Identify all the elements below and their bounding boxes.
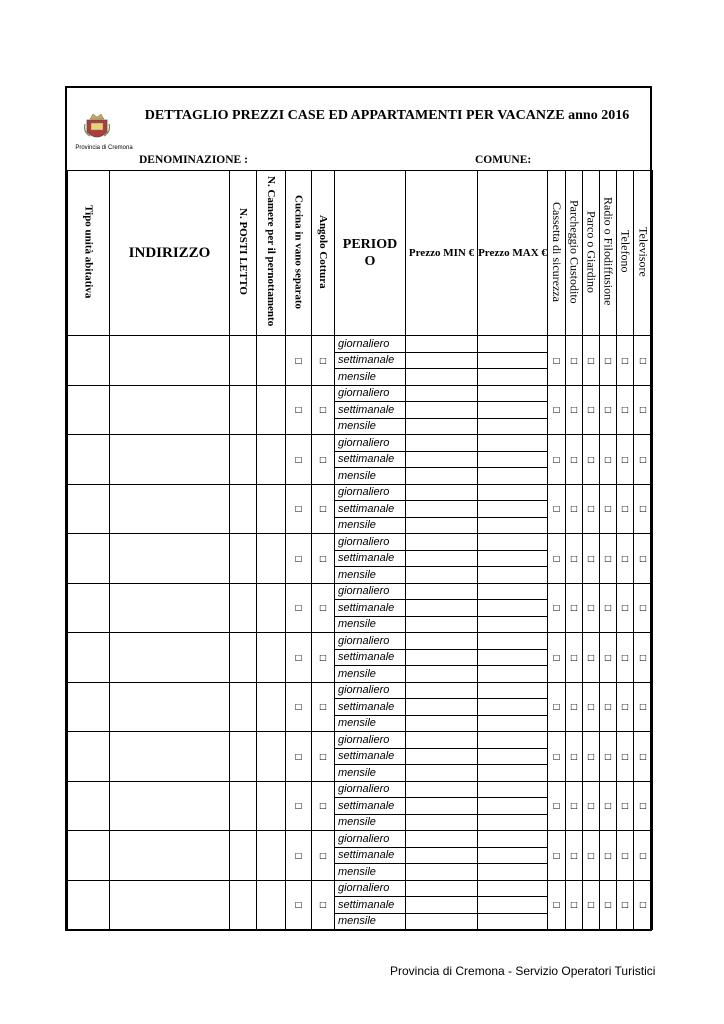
prezzo-min-cell[interactable] [406, 814, 478, 831]
prezzo-min-cell[interactable] [406, 468, 478, 485]
parco-checkbox[interactable]: □ [583, 682, 600, 732]
prezzo-min-cell[interactable] [406, 501, 478, 518]
periodo-cell: mensile [335, 864, 406, 881]
prezzo-max-cell[interactable] [478, 633, 548, 650]
logo-caption: Provincia di Cremona [75, 145, 133, 151]
cucina-checkbox[interactable]: □ [286, 385, 312, 435]
periodo-cell: settimanale [335, 402, 406, 419]
radio-checkbox[interactable]: □ [600, 336, 617, 386]
prezzo-min-cell[interactable] [406, 336, 478, 353]
prezzo-max-cell[interactable] [478, 765, 548, 782]
tipo-unita-cell[interactable] [68, 781, 110, 831]
prezzo-min-cell[interactable] [406, 831, 478, 848]
cucina-checkbox[interactable]: □ [286, 484, 312, 534]
periodo-cell: mensile [335, 418, 406, 435]
parco-checkbox[interactable]: □ [583, 831, 600, 881]
prezzo-min-cell[interactable] [406, 633, 478, 650]
periodo-cell: settimanale [335, 451, 406, 468]
periodo-cell: giornaliero [335, 435, 406, 452]
cucina-checkbox[interactable]: □ [286, 732, 312, 782]
radio-checkbox[interactable]: □ [600, 732, 617, 782]
indirizzo-cell[interactable] [110, 336, 230, 386]
indirizzo-cell[interactable] [110, 435, 230, 485]
cassetta-checkbox[interactable]: □ [548, 682, 566, 732]
comune-label: COMUNE: [475, 154, 532, 166]
col-tipo-unita: Tipo unità abitativa [68, 171, 110, 336]
col-prezzo-min: Prezzo MIN € [406, 171, 478, 336]
prezzo-min-cell[interactable] [406, 583, 478, 600]
table-row [68, 583, 653, 600]
posti-letto-cell[interactable] [230, 336, 257, 386]
angolo-cottura-checkbox[interactable]: □ [312, 435, 335, 485]
cucina-checkbox[interactable]: □ [286, 336, 312, 386]
angolo-cottura-checkbox[interactable]: □ [312, 880, 335, 930]
col-telefono: Telefono [617, 171, 634, 336]
tipo-unita-cell[interactable] [68, 831, 110, 881]
camere-cell[interactable] [257, 831, 286, 881]
camere-cell[interactable] [257, 781, 286, 831]
prezzo-max-cell[interactable] [478, 583, 548, 600]
prezzo-min-cell[interactable] [406, 897, 478, 914]
tipo-unita-cell[interactable] [68, 633, 110, 683]
prezzo-max-cell[interactable] [478, 814, 548, 831]
prezzo-min-cell[interactable] [406, 484, 478, 501]
prezzo-min-cell[interactable] [406, 418, 478, 435]
periodo-cell: giornaliero [335, 385, 406, 402]
posti-letto-cell[interactable] [230, 435, 257, 485]
prezzo-max-cell[interactable] [478, 897, 548, 914]
radio-checkbox[interactable]: □ [600, 880, 617, 930]
radio-checkbox[interactable]: □ [600, 633, 617, 683]
prezzo-min-cell[interactable] [406, 649, 478, 666]
parcheggio-checkbox[interactable]: □ [566, 385, 583, 435]
periodo-cell: settimanale [335, 798, 406, 815]
radio-checkbox[interactable]: □ [600, 583, 617, 633]
prezzo-max-cell[interactable] [478, 336, 548, 353]
radio-checkbox[interactable]: □ [600, 534, 617, 584]
cucina-checkbox[interactable]: □ [286, 781, 312, 831]
prezzo-max-cell[interactable] [478, 732, 548, 749]
periodo-cell: mensile [335, 567, 406, 584]
parco-checkbox[interactable]: □ [583, 732, 600, 782]
indirizzo-cell[interactable] [110, 484, 230, 534]
radio-checkbox[interactable]: □ [600, 831, 617, 881]
prezzo-max-cell[interactable] [478, 864, 548, 881]
televisore-checkbox[interactable]: □ [634, 633, 653, 683]
periodo-cell: settimanale [335, 847, 406, 864]
cassetta-checkbox[interactable]: □ [548, 435, 566, 485]
prezzo-max-cell[interactable] [478, 682, 548, 699]
periodo-cell: mensile [335, 715, 406, 732]
prezzo-min-cell[interactable] [406, 699, 478, 716]
periodo-cell: mensile [335, 765, 406, 782]
tipo-unita-cell[interactable] [68, 435, 110, 485]
cucina-checkbox[interactable]: □ [286, 880, 312, 930]
telefono-checkbox[interactable]: □ [617, 484, 634, 534]
table-row [68, 336, 653, 353]
col-televisore: Televisore [634, 171, 653, 336]
parco-checkbox[interactable]: □ [583, 583, 600, 633]
prezzo-min-cell[interactable] [406, 369, 478, 386]
indirizzo-cell[interactable] [110, 633, 230, 683]
camere-cell[interactable] [257, 880, 286, 930]
prezzo-min-cell[interactable] [406, 715, 478, 732]
angolo-cottura-checkbox[interactable]: □ [312, 781, 335, 831]
parcheggio-checkbox[interactable]: □ [566, 831, 583, 881]
periodo-cell: giornaliero [335, 336, 406, 353]
col-parcheggio: Parcheggio Custodito [566, 171, 583, 336]
posti-letto-cell[interactable] [230, 682, 257, 732]
prezzo-min-cell[interactable] [406, 864, 478, 881]
telefono-checkbox[interactable]: □ [617, 831, 634, 881]
parcheggio-checkbox[interactable]: □ [566, 435, 583, 485]
prezzo-max-cell[interactable] [478, 402, 548, 419]
posti-letto-cell[interactable] [230, 534, 257, 584]
cucina-checkbox[interactable]: □ [286, 682, 312, 732]
form-frame [65, 86, 652, 931]
telefono-checkbox[interactable]: □ [617, 385, 634, 435]
col-periodo: PERIOD O [335, 171, 406, 336]
prezzo-max-cell[interactable] [478, 567, 548, 584]
angolo-cottura-checkbox[interactable]: □ [312, 385, 335, 435]
periodo-cell: settimanale [335, 649, 406, 666]
parco-checkbox[interactable]: □ [583, 385, 600, 435]
prezzo-min-cell[interactable] [406, 748, 478, 765]
periodo-cell: mensile [335, 913, 406, 930]
prezzo-min-cell[interactable] [406, 534, 478, 551]
col-cassetta: Cassetta di sicurezza [548, 171, 566, 336]
camere-cell[interactable] [257, 583, 286, 633]
prezzo-max-cell[interactable] [478, 517, 548, 534]
cassetta-checkbox[interactable]: □ [548, 534, 566, 584]
periodo-cell: giornaliero [335, 534, 406, 551]
prezzo-min-cell[interactable] [406, 732, 478, 749]
prezzo-max-cell[interactable] [478, 369, 548, 386]
parco-checkbox[interactable]: □ [583, 633, 600, 683]
prezzo-max-cell[interactable] [478, 666, 548, 683]
tipo-unita-cell[interactable] [68, 385, 110, 435]
televisore-checkbox[interactable]: □ [634, 682, 653, 732]
camere-cell[interactable] [257, 484, 286, 534]
televisore-checkbox[interactable]: □ [634, 831, 653, 881]
periodo-cell: giornaliero [335, 633, 406, 650]
parcheggio-checkbox[interactable]: □ [566, 732, 583, 782]
col-posti-letto: N. POSTI LETTO [230, 171, 257, 336]
prezzo-max-cell[interactable] [478, 385, 548, 402]
parcheggio-checkbox[interactable]: □ [566, 633, 583, 683]
telefono-checkbox[interactable]: □ [617, 435, 634, 485]
periodo-cell: mensile [335, 369, 406, 386]
prezzo-max-cell[interactable] [478, 484, 548, 501]
periodo-cell: giornaliero [335, 880, 406, 897]
parco-checkbox[interactable]: □ [583, 435, 600, 485]
denominazione-label: DENOMINAZIONE : [139, 154, 248, 166]
prezzo-min-cell[interactable] [406, 352, 478, 369]
televisore-checkbox[interactable]: □ [634, 781, 653, 831]
prezzo-max-cell[interactable] [478, 451, 548, 468]
televisore-checkbox[interactable]: □ [634, 435, 653, 485]
prezzo-max-cell[interactable] [478, 550, 548, 567]
cassetta-checkbox[interactable]: □ [548, 583, 566, 633]
angolo-cottura-checkbox[interactable]: □ [312, 682, 335, 732]
prezzo-min-cell[interactable] [406, 567, 478, 584]
cassetta-checkbox[interactable]: □ [548, 336, 566, 386]
periodo-cell: mensile [335, 517, 406, 534]
prezzo-max-cell[interactable] [478, 352, 548, 369]
table-row [68, 831, 653, 848]
parcheggio-checkbox[interactable]: □ [566, 484, 583, 534]
indirizzo-cell[interactable] [110, 781, 230, 831]
provincia-logo [72, 108, 133, 158]
prezzo-min-cell[interactable] [406, 798, 478, 815]
periodo-cell: mensile [335, 468, 406, 485]
periodo-cell: settimanale [335, 352, 406, 369]
indirizzo-cell[interactable] [110, 732, 230, 782]
prezzo-max-cell[interactable] [478, 699, 548, 716]
radio-checkbox[interactable]: □ [600, 435, 617, 485]
periodo-cell: giornaliero [335, 583, 406, 600]
prezzo-min-cell[interactable] [406, 435, 478, 452]
prezzo-max-cell[interactable] [478, 748, 548, 765]
parcheggio-checkbox[interactable]: □ [566, 583, 583, 633]
periodo-cell: giornaliero [335, 682, 406, 699]
periodo-cell: settimanale [335, 897, 406, 914]
telefono-checkbox[interactable]: □ [617, 583, 634, 633]
indirizzo-cell[interactable] [110, 880, 230, 930]
prezzo-max-cell[interactable] [478, 781, 548, 798]
tipo-unita-cell[interactable] [68, 682, 110, 732]
prezzo-max-cell[interactable] [478, 435, 548, 452]
periodo-cell: settimanale [335, 748, 406, 765]
cassetta-checkbox[interactable]: □ [548, 732, 566, 782]
prezzo-min-cell[interactable] [406, 402, 478, 419]
cucina-checkbox[interactable]: □ [286, 831, 312, 881]
posti-letto-cell[interactable] [230, 781, 257, 831]
radio-checkbox[interactable]: □ [600, 682, 617, 732]
telefono-checkbox[interactable]: □ [617, 732, 634, 782]
posti-letto-cell[interactable] [230, 484, 257, 534]
parco-checkbox[interactable]: □ [583, 336, 600, 386]
indirizzo-cell[interactable] [110, 534, 230, 584]
prezzo-max-cell[interactable] [478, 798, 548, 815]
parco-checkbox[interactable]: □ [583, 781, 600, 831]
televisore-checkbox[interactable]: □ [634, 385, 653, 435]
col-indirizzo: INDIRIZZO [110, 171, 230, 336]
prezzo-max-cell[interactable] [478, 534, 548, 551]
prezzo-min-cell[interactable] [406, 616, 478, 633]
table-row [68, 732, 653, 749]
angolo-cottura-checkbox[interactable]: □ [312, 336, 335, 386]
col-radio: Radio o Filodiffusione [600, 171, 617, 336]
prezzo-max-cell[interactable] [478, 847, 548, 864]
prezzo-min-cell[interactable] [406, 781, 478, 798]
col-camere: N. Camere per il pernottamento [257, 171, 286, 336]
posti-letto-cell[interactable] [230, 732, 257, 782]
camere-cell[interactable] [257, 682, 286, 732]
camere-cell[interactable] [257, 534, 286, 584]
parcheggio-checkbox[interactable]: □ [566, 336, 583, 386]
indirizzo-cell[interactable] [110, 385, 230, 435]
col-parco: Parco o Giardino [583, 171, 600, 336]
form-header [67, 88, 650, 171]
posti-letto-cell[interactable] [230, 385, 257, 435]
prezzo-max-cell[interactable] [478, 880, 548, 897]
angolo-cottura-checkbox[interactable]: □ [312, 484, 335, 534]
angolo-cottura-checkbox[interactable]: □ [312, 831, 335, 881]
telefono-checkbox[interactable]: □ [617, 880, 634, 930]
prezzo-min-cell[interactable] [406, 847, 478, 864]
parcheggio-checkbox[interactable]: □ [566, 534, 583, 584]
prezzo-max-cell[interactable] [478, 600, 548, 617]
indirizzo-cell[interactable] [110, 583, 230, 633]
telefono-checkbox[interactable]: □ [617, 633, 634, 683]
prezzo-min-cell[interactable] [406, 600, 478, 617]
table-row [68, 633, 653, 650]
televisore-checkbox[interactable]: □ [634, 880, 653, 930]
prezzo-min-cell[interactable] [406, 517, 478, 534]
prezzo-min-cell[interactable] [406, 765, 478, 782]
periodo-cell: giornaliero [335, 831, 406, 848]
cucina-checkbox[interactable]: □ [286, 633, 312, 683]
prezzo-min-cell[interactable] [406, 666, 478, 683]
cassetta-checkbox[interactable]: □ [548, 831, 566, 881]
col-angolo-cottura: Angolo Cottura [312, 171, 335, 336]
posti-letto-cell[interactable] [230, 633, 257, 683]
televisore-checkbox[interactable]: □ [634, 484, 653, 534]
prezzo-max-cell[interactable] [478, 715, 548, 732]
parcheggio-checkbox[interactable]: □ [566, 880, 583, 930]
periodo-cell: mensile [335, 616, 406, 633]
cassetta-checkbox[interactable]: □ [548, 385, 566, 435]
angolo-cottura-checkbox[interactable]: □ [312, 583, 335, 633]
parcheggio-checkbox[interactable]: □ [566, 781, 583, 831]
televisore-checkbox[interactable]: □ [634, 336, 653, 386]
prezzo-max-cell[interactable] [478, 913, 548, 930]
prices-table [67, 170, 653, 930]
prezzo-max-cell[interactable] [478, 418, 548, 435]
parco-checkbox[interactable]: □ [583, 534, 600, 584]
prezzo-max-cell[interactable] [478, 831, 548, 848]
periodo-cell: settimanale [335, 501, 406, 518]
televisore-checkbox[interactable]: □ [634, 534, 653, 584]
col-cucina: Cucina in vano separato [286, 171, 312, 336]
posti-letto-cell[interactable] [230, 831, 257, 881]
periodo-cell: settimanale [335, 600, 406, 617]
tipo-unita-cell[interactable] [68, 583, 110, 633]
telefono-checkbox[interactable]: □ [617, 781, 634, 831]
indirizzo-cell[interactable] [110, 831, 230, 881]
televisore-checkbox[interactable]: □ [634, 732, 653, 782]
angolo-cottura-checkbox[interactable]: □ [312, 732, 335, 782]
footer-text: Provincia di Cremona - Servizio Operatori Turistici [390, 964, 656, 978]
table-row [68, 435, 653, 452]
parco-checkbox[interactable]: □ [583, 484, 600, 534]
cucina-checkbox[interactable]: □ [286, 583, 312, 633]
radio-checkbox[interactable]: □ [600, 385, 617, 435]
parco-checkbox[interactable]: □ [583, 880, 600, 930]
periodo-cell: giornaliero [335, 732, 406, 749]
cassetta-checkbox[interactable]: □ [548, 633, 566, 683]
prezzo-min-cell[interactable] [406, 913, 478, 930]
telefono-checkbox[interactable]: □ [617, 336, 634, 386]
prezzo-min-cell[interactable] [406, 385, 478, 402]
camere-cell[interactable] [257, 732, 286, 782]
prezzo-max-cell[interactable] [478, 616, 548, 633]
cassetta-checkbox[interactable]: □ [548, 880, 566, 930]
indirizzo-cell[interactable] [110, 682, 230, 732]
periodo-cell: mensile [335, 814, 406, 831]
parcheggio-checkbox[interactable]: □ [566, 682, 583, 732]
camere-cell[interactable] [257, 633, 286, 683]
tipo-unita-cell[interactable] [68, 534, 110, 584]
prezzo-max-cell[interactable] [478, 649, 548, 666]
radio-checkbox[interactable]: □ [600, 781, 617, 831]
table-row [68, 682, 653, 699]
telefono-checkbox[interactable]: □ [617, 534, 634, 584]
cassetta-checkbox[interactable]: □ [548, 781, 566, 831]
telefono-checkbox[interactable]: □ [617, 682, 634, 732]
prezzo-max-cell[interactable] [478, 468, 548, 485]
tipo-unita-cell[interactable] [68, 336, 110, 386]
tipo-unita-cell[interactable] [68, 732, 110, 782]
page-title: DETTAGLIO PREZZI CASE ED APPARTAMENTI PER VACANZE anno 2016 [144, 108, 630, 123]
tipo-unita-cell[interactable] [68, 484, 110, 534]
posti-letto-cell[interactable] [230, 880, 257, 930]
table-row [68, 534, 653, 551]
table-row [68, 880, 653, 897]
table-row [68, 484, 653, 501]
posti-letto-cell[interactable] [230, 583, 257, 633]
table-row [68, 385, 653, 402]
camere-cell[interactable] [257, 336, 286, 386]
cassetta-checkbox[interactable]: □ [548, 484, 566, 534]
prezzo-max-cell[interactable] [478, 501, 548, 518]
cucina-checkbox[interactable]: □ [286, 435, 312, 485]
camere-cell[interactable] [257, 385, 286, 435]
table-body [68, 336, 653, 930]
header-row [68, 171, 653, 336]
col-prezzo-max: Prezzo MAX € [478, 171, 548, 336]
periodo-cell: settimanale [335, 699, 406, 716]
crest-icon [84, 112, 110, 142]
prezzo-min-cell[interactable] [406, 550, 478, 567]
cucina-checkbox[interactable]: □ [286, 534, 312, 584]
table-row [68, 781, 653, 798]
periodo-cell: giornaliero [335, 781, 406, 798]
camere-cell[interactable] [257, 435, 286, 485]
periodo-cell: giornaliero [335, 484, 406, 501]
periodo-cell: mensile [335, 666, 406, 683]
radio-checkbox[interactable]: □ [600, 484, 617, 534]
periodo-cell: settimanale [335, 550, 406, 567]
angolo-cottura-checkbox[interactable]: □ [312, 633, 335, 683]
televisore-checkbox[interactable]: □ [634, 583, 653, 633]
prezzo-min-cell[interactable] [406, 451, 478, 468]
tipo-unita-cell[interactable] [68, 880, 110, 930]
prezzo-min-cell[interactable] [406, 880, 478, 897]
prezzo-min-cell[interactable] [406, 682, 478, 699]
angolo-cottura-checkbox[interactable]: □ [312, 534, 335, 584]
